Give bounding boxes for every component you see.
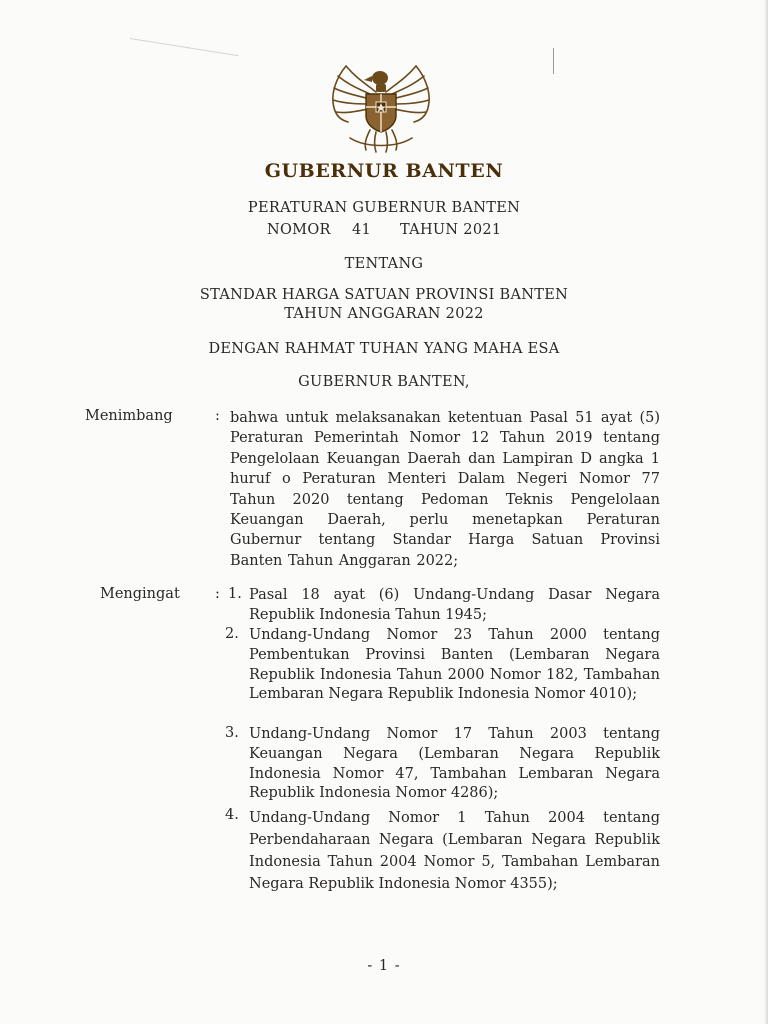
regulation-name: PERATURAN GUBERNUR BANTEN [247,200,521,216]
list-item: Undang-Undang Nomor 1 Tahun 2004 tentang Perbendaharaan Negara (Lembaran Negara Republik Indonesia Tahun 2004 Nomor 5, Tambahan Lembaran Negara Republik Indonesia Nomor 4355); [249,810,660,892]
tentang-heading: TENTANG [344,256,424,272]
subject-line-1: STANDAR HARGA SATUAN PROVINSI BANTEN [199,287,569,303]
list-item-number: 1. [228,586,242,602]
mengingat-colon: : [215,586,220,602]
mengingat-label: Mengingat [100,586,180,602]
scan-artifact [130,38,239,56]
nomor-value: 41 [352,222,372,238]
nomor-label: NOMOR [267,222,331,238]
list-item: Pasal 18 ayat (6) Undang-Undang Dasar Negara Republik Indonesia Tahun 1945; [249,587,660,623]
list-item: Undang-Undang Nomor 17 Tahun 2003 tentang Keuangan Negara (Lembaran Negara Republik Indonesia Nomor 47, Tambahan Lembaran Negara Republik Indonesia Nomor 4286); [249,726,660,802]
blessing-line: DENGAN RAHMAT TUHAN YANG MAHA ESA [208,341,560,357]
list-item-number: 3. [225,725,239,741]
garuda-emblem-icon [326,58,436,154]
year-label: TAHUN 2021 [400,222,502,238]
scan-artifact [553,48,554,74]
issuer-line: GUBERNUR BANTEN, [298,374,470,390]
page-number: - 1 - [367,958,401,974]
menimbang-text: bahwa untuk melaksanakan ketentuan Pasal 51 ayat (5) Peraturan Pemerintah Nomor 12 Tahun 2019 tentang Pengelolaan Keuangan Daerah dan Lampiran D angka 1 huruf o Peraturan Menteri Dalam Negeri Nomor 77 Tahun 2020 tentang Pedoman Teknis Pengelolaan Keuangan Daerah, perlu menetapkan Peraturan Gubernur tentang Standar Harga Satuan Provinsi Banten Tahun Anggaran 2022; [230,410,660,569]
list-item: Undang-Undang Nomor 23 Tahun 2000 tentang Pembentukan Provinsi Banten (Lembaran Negara Republik Indonesia Tahun 2000 Nomor 182, Tambahan Lembaran Negara Republik Indonesia Nomor 4010); [249,627,660,703]
subject-line-2: TAHUN ANGGARAN 2022 [284,306,484,322]
scan-edge [764,0,768,1024]
menimbang-label: Menimbang [85,408,173,424]
document-title: GUBERNUR BANTEN [264,160,504,182]
list-item-number: 4. [225,807,239,823]
menimbang-colon: : [215,408,220,424]
list-item-number: 2. [225,626,239,642]
